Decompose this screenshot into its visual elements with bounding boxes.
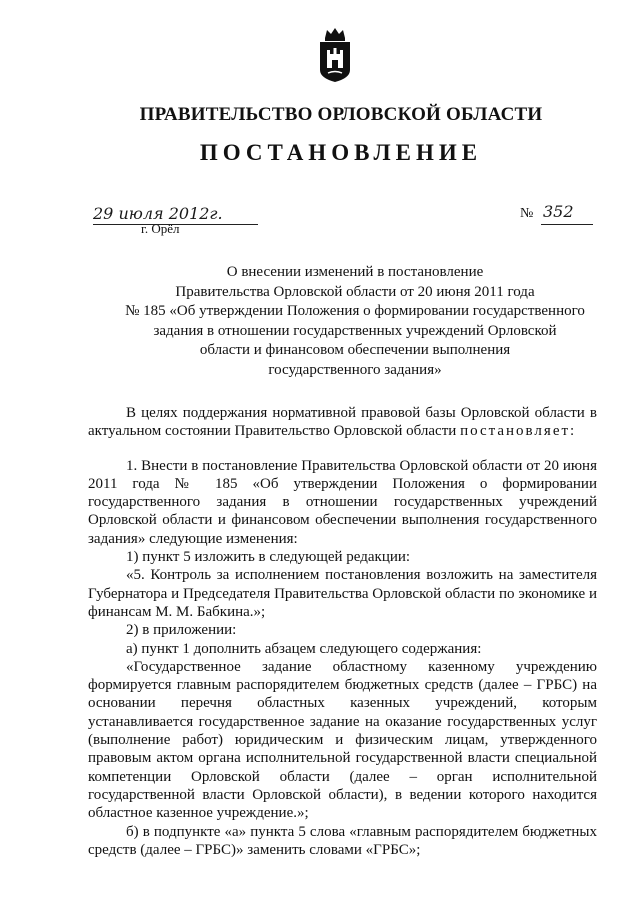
handwritten-number: 352 xyxy=(543,202,574,221)
subject-line: области и финансовом обеспечении выполнения xyxy=(199,342,511,358)
document-subject xyxy=(95,263,615,380)
decree-word: постановляет: xyxy=(460,423,577,440)
subject-line: задания в отношении государственных учреждений Орловской xyxy=(153,322,557,339)
document-type-title: ПОСТАНОВЛЕНИЕ xyxy=(199,140,483,165)
preamble-text: В целях поддержания нормативной правовой базы Орловской области в актуальном состоянии Правительство Орловской области xyxy=(88,405,597,440)
subject-line: О внесении изменений в постановление xyxy=(226,264,484,280)
clause-paragraph: 1. Внести в постановление Правительства Орловской области от 20 июня 2011 года № 185 «Об утверждении Положения о формировании государственного задания в отношении государственных учреждений Орловской области и финансовом обеспечении выполнения государственного задания» следующие изменения: xyxy=(88,457,597,547)
document-body xyxy=(88,404,597,859)
clause-paragraph: а) пункт 1 дополнить абзацем следующего содержания: xyxy=(126,640,482,657)
clause-paragraph: 2) в приложении: xyxy=(126,622,237,639)
number-prefix: № xyxy=(520,206,534,221)
clause-paragraph: «Государственное задание областному казенному учреждению формируется главным распорядителем бюджетных средств (далее – ГРБС) на основании перечня областных казенных учреждений, которым устанавливается государственное задание на оказание государственных услуг (выполнение работ) юридическим и физическим лицам, утвержденного правовым актом органа исполнительной государственной власти специальной компетенции Орловской области (далее – орган исполнительной государственной власти Орловской области), в ведении которого находится областное казенное учреждение.»; xyxy=(88,658,597,822)
preamble-paragraph xyxy=(88,404,597,441)
number-underline xyxy=(541,224,593,225)
clause-paragraph: б) в подпункте «а» пункта 5 слова «главным распорядителем бюджетных средств (далее – ГРБС)» заменить словами «ГРБС»; xyxy=(88,823,597,858)
subject-line: Правительства Орловской области от 20 июня 2011 года xyxy=(175,283,535,300)
clause-paragraph: 1) пункт 5 изложить в следующей редакции: xyxy=(126,549,411,566)
handwritten-date: 29 июля 2012г. xyxy=(93,204,223,223)
subject-line: государственного задания» xyxy=(268,361,442,378)
city-label: г. Орёл xyxy=(141,221,180,236)
clause-paragraph: «5. Контроль за исполнением постановления возложить на заместителя Губернатора и Председателя Правительства Орловской области по экономике и финансам М. М. Бабкина.»; xyxy=(88,567,597,620)
coat-of-arms-icon xyxy=(316,26,354,84)
organization-title: ПРАВИТЕЛЬСТВО ОРЛОВСКОЙ ОБЛАСТИ xyxy=(139,104,543,125)
subject-line: № 185 «Об утверждении Положения о формировании государственного xyxy=(125,303,585,319)
